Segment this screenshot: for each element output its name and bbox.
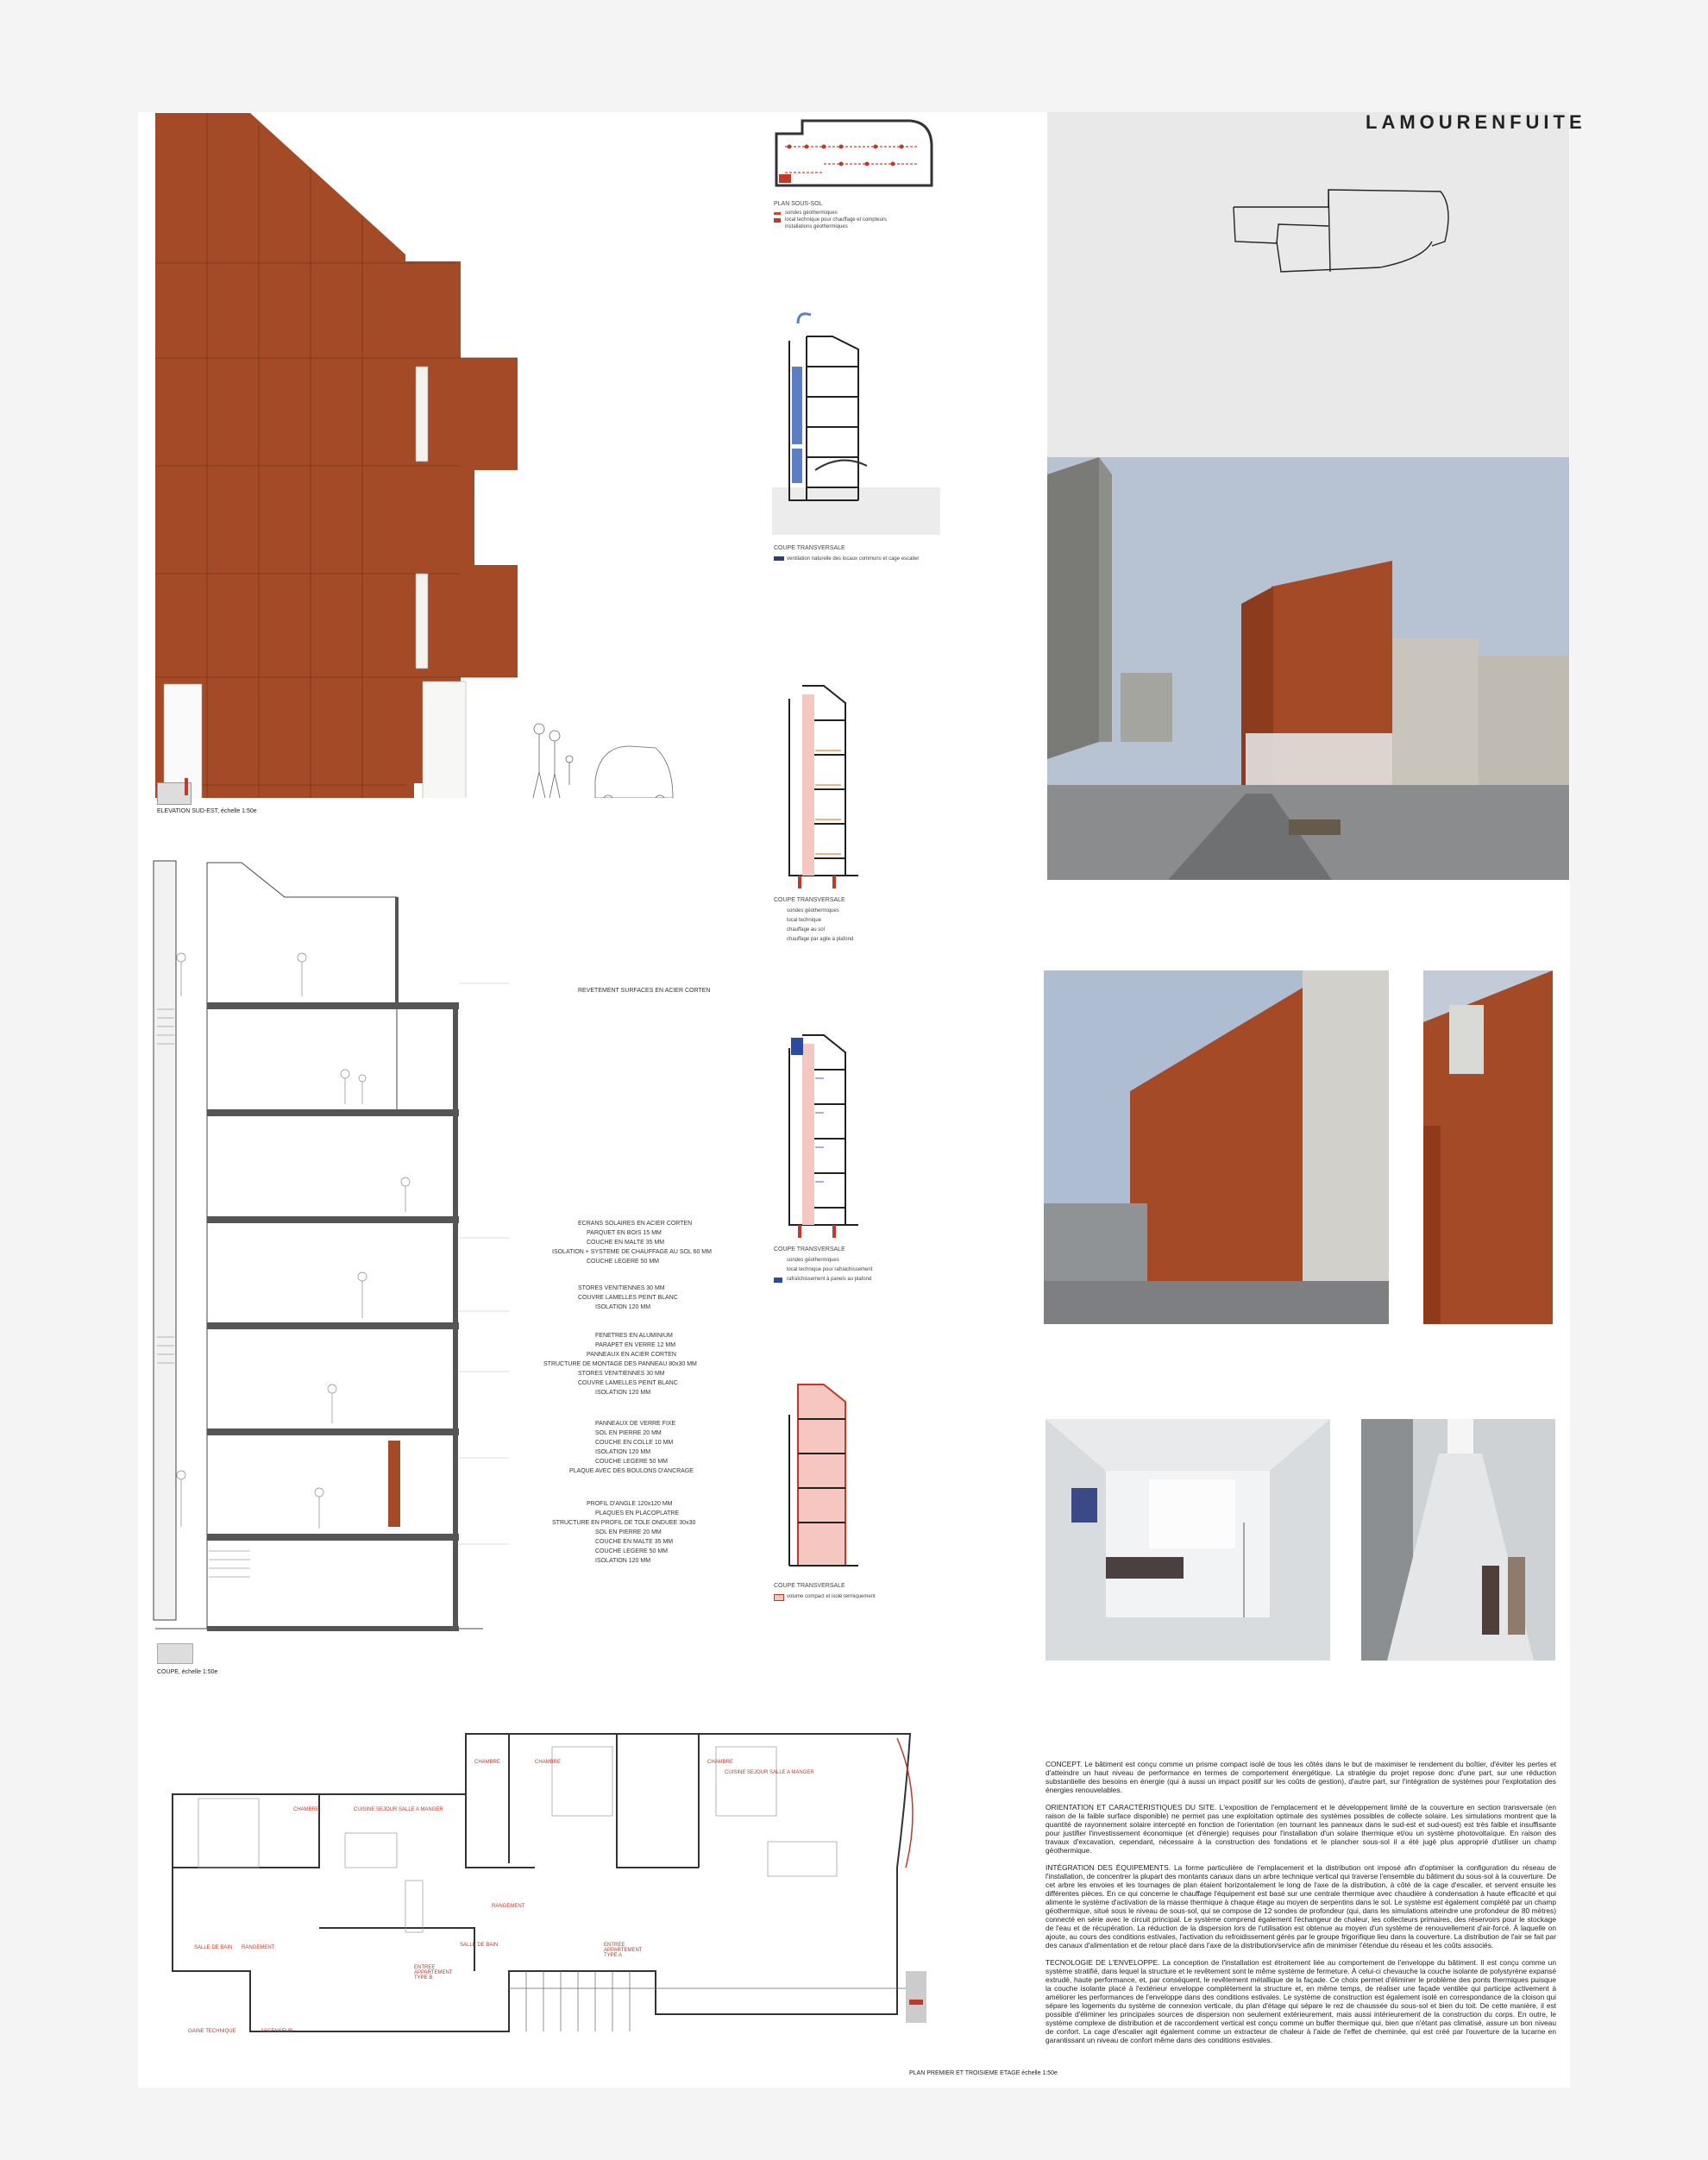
section-annotation: COUCHE EN MALTE 35 MM	[587, 1240, 665, 1246]
diagram-legend-item: volume compact et isolé termiquement	[787, 1594, 876, 1599]
section-annotation: PANNEAUX EN ACIER CORTEN	[587, 1352, 676, 1358]
section-annotation: PARQUET EN BOIS 15 MM	[587, 1230, 662, 1236]
legend-swatch	[774, 212, 781, 215]
section-annotation: COUCHE LEGERE 50 MM	[587, 1259, 660, 1265]
section-outline	[154, 861, 483, 1629]
section-annotation: COUCHE EN COLLE 10 MM	[595, 1440, 674, 1446]
section-annotation: PLAQUE AVEC DES BOULONS D'ANCRAGE	[569, 1468, 694, 1474]
plan-caption: PLAN PREMIER ET TROISIEME ETAGE échelle 1:50e	[909, 2070, 1058, 2076]
section-annotation: ISOLATION 120 MM	[595, 1449, 651, 1455]
ground-floor-glazing	[423, 681, 466, 798]
concept-sketch	[1225, 173, 1458, 293]
legend-swatch	[774, 1278, 782, 1283]
elevation-drawing	[138, 108, 690, 798]
plan-room-label: SALLE DE BAIN	[194, 1945, 233, 1950]
section-key-icon	[157, 1643, 193, 1664]
plan-room-label: CHAMBRE	[707, 1760, 734, 1765]
plan-room-label: ENTREE APPARTEMENT TYPE A	[604, 1943, 643, 1958]
facade-detail-render	[1423, 970, 1553, 1324]
section-annotation: COUVRE LAMELLES PEINT BLANC	[578, 1380, 678, 1386]
section-annotation: COUVRE LAMELLES PEINT BLANC	[578, 1295, 678, 1301]
section-annotation: SOL EN PIERRE 20 MM	[595, 1529, 662, 1535]
plan-stair	[509, 1971, 906, 2031]
description-text	[1046, 1760, 1556, 2053]
section-annotation: ECRANS SOLAIRES EN ACIER CORTEN	[578, 1221, 693, 1227]
diagram-legend-item: local technique	[787, 918, 822, 923]
diagram-legend-item: rafraîchissement à panels au plafond	[787, 1277, 872, 1282]
text-paragraph-concept: CONCEPT. Le bâtiment est conçu comme un prisme compact isolé de tous les côtés dans le but de maximiser le rendement du boîtier, d'éviter les pertes et d'atteindre un haut niveau de performance en termes de comportement énergétique. La stratégie du projet repose donc d'une part, sur une réduction substantielle des besoins en énergie (qui à aussi un impact positif sur les coûts de gestion), d'autre part, sur l'intégration de systèmes pour l'exploitation des énergies renouvelables.	[1046, 1760, 1556, 1794]
plan-room-label: ASCENSEUR	[261, 2029, 293, 2034]
plan-room-label: GAINE TECHNIQUE	[188, 2029, 236, 2034]
diagram-caption: COUPE TRANSVERSALE	[774, 1583, 845, 1589]
basement-plan-diagram	[772, 112, 945, 198]
diagram-legend-item: sondes géothermiques	[787, 1258, 839, 1263]
section-annotation: STORES VENITIENNES 30 MM	[578, 1285, 665, 1291]
legend-swatch	[774, 556, 784, 561]
project-title: LAMOURENFUITE	[1366, 111, 1586, 133]
section-annotation: ISOLATION 120 MM	[595, 1304, 651, 1310]
section-annotation: PANNEAUX DE VERRE FIXE	[595, 1421, 676, 1427]
section-caption: COUPE, échelle 1:50e	[157, 1669, 218, 1675]
window	[416, 367, 428, 462]
diagram-legend-item: chauffage par agile à plafond	[787, 937, 854, 942]
plan-room-label: SALLE DE BAIN	[460, 1943, 499, 1948]
diagram-legend-item: sondes géothermiques	[787, 908, 839, 914]
cooling-section-diagram	[772, 1031, 876, 1238]
plan-room-label: ENTREE APPARTEMENT TYPE B	[414, 1965, 453, 1981]
window	[416, 574, 428, 669]
interior-render-living	[1046, 1419, 1330, 1661]
diagram-legend-item: installations géothermiques	[785, 224, 848, 229]
section-annotation: PARAPET EN VERRE 12 MM	[595, 1342, 676, 1348]
plan-room-label: RANGEMENT	[492, 1904, 525, 1909]
plan-walls	[173, 1734, 910, 2031]
text-paragraph-equipment: INTÉGRATION DES ÉQUIPEMENTS. La forme particulière de l'emplacement et la distribution ont imposé afin d'optimiser la configuration du réseau de l'installation, de concentrer la plupart des montants canaux dans un arbre technique vertical qui traverse l'ensemble du bâtiment du sous-sol à la couverture. De cet arbre les envoies et les tournages de plan étaient horizontalement le long de l'axe de la distribution, à côté de la cage d'escalier, et servent ensuite les différentes pièces. En ce qui concerne le chauffage l'équipement est basé sur une centrale thermique avec chaudière à condensation à haute efficacité et qui alimente le système d'activation de la masse thermique à chaque étage au moyen de serpentins dans le sol. Le système est également complété par un champ géothermique, situé sous le niveau de sous-sol, qui se compose de 12 sondes de profondeur (qui, dans les simulations atteindre une profondeur de 80 mètres) connecté en série avec le circuit principal. Le système comprend également l'échangeur de chaleur, les collecteurs primaires, des réservoirs pour le stockage de l'eau et de récupération. La réduction de la dispersion lors de l'utilisation est obtenue au moyen d'un système de renouvellement d'air-forcé. À laquelle on ajoute, au cours des conditions estivales, l'activation du refroidissement gérés par le groupe frigorifique lieu dans la couverture. La distribution de l'air se fait par des canaux d'alimentation et de retour placé dans l'axe de la distribution/service afin de minimiser l'étendue du réseau et les coûts associés.	[1046, 1863, 1556, 1950]
diagram-caption: COUPE TRANSVERSALE	[774, 897, 845, 903]
elevation-caption: ELEVATION SUD-EST, échelle 1:50e	[157, 808, 257, 814]
diagram-legend-item: local technique pour chauffage et compteurs	[785, 217, 887, 223]
plan-room-label: RANGEMENT	[242, 1945, 275, 1950]
section-annotation: ISOLATION + SYSTEME DE CHAUFFAGE AU SOL 60 MM	[552, 1249, 712, 1255]
plan-key-marker	[909, 2000, 923, 2005]
text-paragraph-orientation: ORIENTATION ET CARACTÉRISTIQUES DU SITE. L'exposition de l'emplacement et le développement limité de la couverture en section transversale (en raison de la faible surface disponible) ne permet pas une exploitation optimale des systèmes possibles de collecte solaire. Les simulations montrent que la quantité de rayonnement solaire intercepté en fonction de l'orientation (en tournant les panneaux dans le sud-est et sud-ouest) est très faible et insuffisante pour justifier l'investissement économique (et d'énergie) requises pour l'installation d'un solaire thermique et/ou un système photovoltaïque. En raison des travaux d'excavation, cependant, nécessaire à la construction des fondations et le plancher sous-sol il a été jugé plus approprié d'utiliser un champ géothermique.	[1046, 1803, 1556, 1855]
legend-swatch	[774, 1594, 784, 1601]
section-annotation: ISOLATION 120 MM	[595, 1390, 651, 1396]
compact-volume-diagram	[772, 1380, 876, 1579]
section-annotation: STRUCTURE EN PROFIL DE TOLE ONDUEE 30x30	[552, 1520, 696, 1526]
plan-key-icon	[906, 1971, 926, 2023]
section-annotation: COUCHE EN MALTE 35 MM	[595, 1539, 674, 1545]
text-paragraph-envelope: TECNOLOGIE DE L'ENVELOPPE. La conception de l'installation est étroitement liée au comportement de l'enveloppe du bâtiment. Il est conçu comme un système stratifié, dans lequel la structure et le revêtement sont le même système de fermeture. À celui-ci chevauche la couche isolante de polystyrène expansé extrudé, haute performance, et, par conséquent, le revêtement métallique de la façade. Ce choix permet d'éliminer le problème des ponts thermiques puisque la couche isolante placé à l'extérieur enveloppe complètement la structure et, en même temps, de réaliser une façade ventilée qui participe activement à améliorer les performances de l'enveloppe dans des conditions estivales. Le système de construction est également isolé en correspondance de la cloison qui sépare les logements du système de connexion verticale, du plan d'étage qui sépare le rez de chaussée du sous-sol et bien du toit. De cette manière, il est possible d'éliminer les principales sources de dispersion non seulement extérieurement, mais aussi intérieurement de la construction du corps. En outre, le système complexe de distribution et de raccordement vertical est conçu comme un buffer thermique qui, bien que n'étant pas climatisé, assure un bon niveau de confort. La cage d'escalier agit également comme un extracteur de chaleur à l'aide de l'effet de cheminée, qui est créé par l'ouverture de la lucarne en garantissant un niveau de confort même dans des conditions estivales.	[1046, 1958, 1557, 2044]
section-annotation: COUCHE LEGERE 50 MM	[595, 1459, 669, 1465]
plan-room-label: CHAMBRE	[474, 1760, 501, 1765]
section-annotation: SOL EN PIERRE 20 MM	[595, 1430, 662, 1436]
plan-room-label: CHAMBRE	[293, 1807, 320, 1812]
section-annotation: PLAQUES EN PLACOPLATRE	[595, 1510, 680, 1516]
section-annotation: REVETEMENT SURFACES EN ACIER CORTEN	[578, 988, 711, 994]
diagram-caption: COUPE TRANSVERSALE	[774, 1246, 845, 1253]
perspective-render	[1044, 970, 1389, 1324]
street-render	[1047, 457, 1569, 880]
legend-swatch	[774, 218, 781, 223]
section-annotation: STORES VENITIENNES 30 MM	[578, 1371, 665, 1377]
people-and-car-sketch	[533, 724, 673, 798]
diagram-legend-item: ventilation naturelle des locaux communs et cage escalier	[787, 556, 920, 562]
diagram-caption: PLAN SOUS-SOL	[774, 201, 823, 207]
diagram-caption: COUPE TRANSVERSALE	[774, 545, 845, 551]
heating-section-diagram	[772, 681, 876, 888]
elevation-key-marker	[185, 778, 188, 795]
floor-slabs	[207, 897, 459, 1631]
diagram-legend-item: sondes géothermiques	[785, 210, 838, 216]
entrance-door	[164, 684, 202, 798]
ventilation-section-diagram	[772, 306, 945, 539]
section-people	[177, 953, 410, 1529]
interior-render-stair	[1361, 1419, 1555, 1661]
diagram-legend-item: local technique pour rafraichissement	[787, 1267, 873, 1272]
annotation-leaders	[459, 983, 509, 1544]
diagram-legend-item: chauffage au sol	[787, 927, 825, 932]
section-annotation: ISOLATION 120 MM	[595, 1558, 651, 1564]
plan-room-label: CHAMBRE	[535, 1760, 562, 1765]
section-annotation: STRUCTURE DE MONTAGE DES PANNEAU 80x30 MM	[543, 1361, 697, 1367]
section-drawing	[147, 854, 509, 1639]
plan-room-label: CUISINE SEJOUR SALLE A MANGER	[354, 1807, 443, 1812]
section-annotation: COUCHE LEGERE 50 MM	[595, 1548, 669, 1554]
section-annotation: PROFIL D'ANGLE 120x120 MM	[587, 1501, 673, 1507]
plan-room-label: CUISINE SEJOUR SALLE A MANGER	[725, 1770, 814, 1775]
section-annotation: FENETRES EN ALUMINIUM	[595, 1333, 673, 1339]
corten-ground-panel	[388, 1441, 400, 1527]
